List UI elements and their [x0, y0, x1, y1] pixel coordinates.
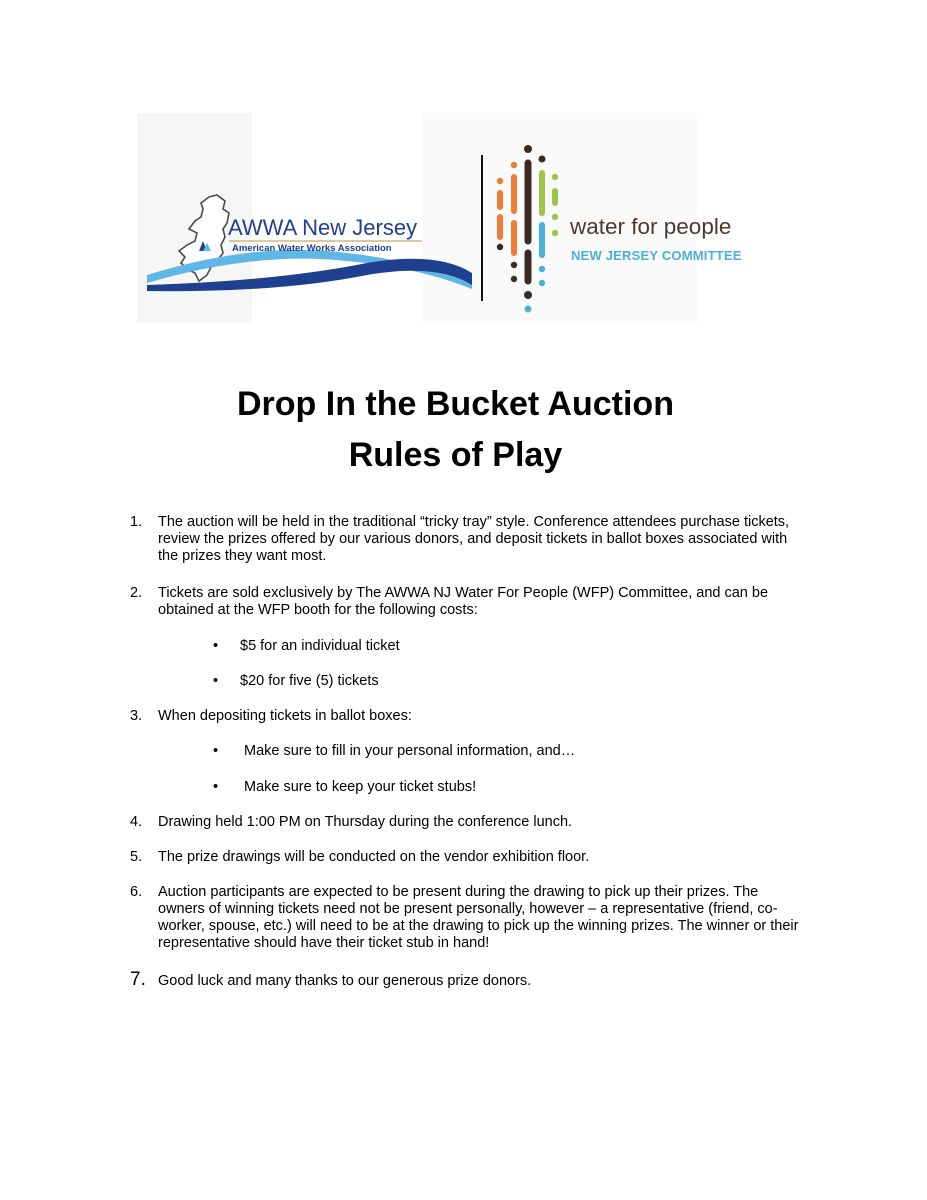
rule-number: 6.	[130, 884, 143, 900]
page-subtitle: Rules of Play	[348, 436, 563, 474]
awwa-logo-subtitle: American Water Works Association	[232, 243, 392, 254]
logo-divider	[481, 155, 483, 301]
rule-number: 5.	[130, 849, 143, 865]
rule-number: 1.	[130, 514, 143, 530]
rule-text: Good luck and many thanks to our generous prize donors.	[158, 973, 532, 989]
bullet-icon: •	[213, 638, 219, 654]
bullet-text: Make sure to fill in your personal information, and…	[244, 743, 576, 759]
rule-text: The auction will be held in the traditional “tricky tray” style. Conference attendees purchase tickets, review the prizes offered by our various donors, and deposit tickets in ballot boxes associated with the prizes they want most.	[158, 514, 790, 564]
page-title: Drop In the Bucket Auction	[237, 385, 674, 423]
rule-text: Auction participants are expected to be present during the drawing to pick up their prizes. The owners of winning tickets need not be present personally, however – a representative (friend, co- worker, spouse, etc.) will need to be at the drawing to pick up the winning prizes. The winner or their representative should have their ticket stub in hand!	[158, 884, 799, 951]
rule-number: 3.	[130, 708, 143, 724]
bullet-text: $5 for an individual ticket	[240, 638, 400, 654]
wfp-logo-subtitle: NEW JERSEY COMMITTEE	[571, 248, 742, 263]
bullet-text: $20 for five (5) tickets	[240, 673, 379, 689]
rule-number: 2.	[130, 585, 143, 601]
rule-number: 4.	[130, 814, 143, 830]
rule-text: When depositing tickets in ballot boxes:	[158, 708, 412, 724]
rule-number: 7.	[130, 969, 146, 990]
rule-text: The prize drawings will be conducted on the vendor exhibition floor.	[158, 849, 590, 865]
water-for-people-mark-icon	[492, 141, 562, 316]
rule-text: Drawing held 1:00 PM on Thursday during the conference lunch.	[158, 814, 573, 830]
rule-text: Tickets are sold exclusively by The AWWA NJ Water For People (WFP) Committee, and can be obtained at the WFP booth for the following costs:	[158, 585, 769, 618]
bullet-icon: •	[213, 673, 219, 689]
wfp-logo-name: water for people	[570, 214, 732, 239]
bullet-icon: •	[213, 743, 219, 759]
bullet-text: Make sure to keep your ticket stubs!	[244, 779, 477, 795]
bullet-icon: •	[213, 779, 219, 795]
awwa-logo-name: AWWA New Jersey	[228, 215, 418, 240]
